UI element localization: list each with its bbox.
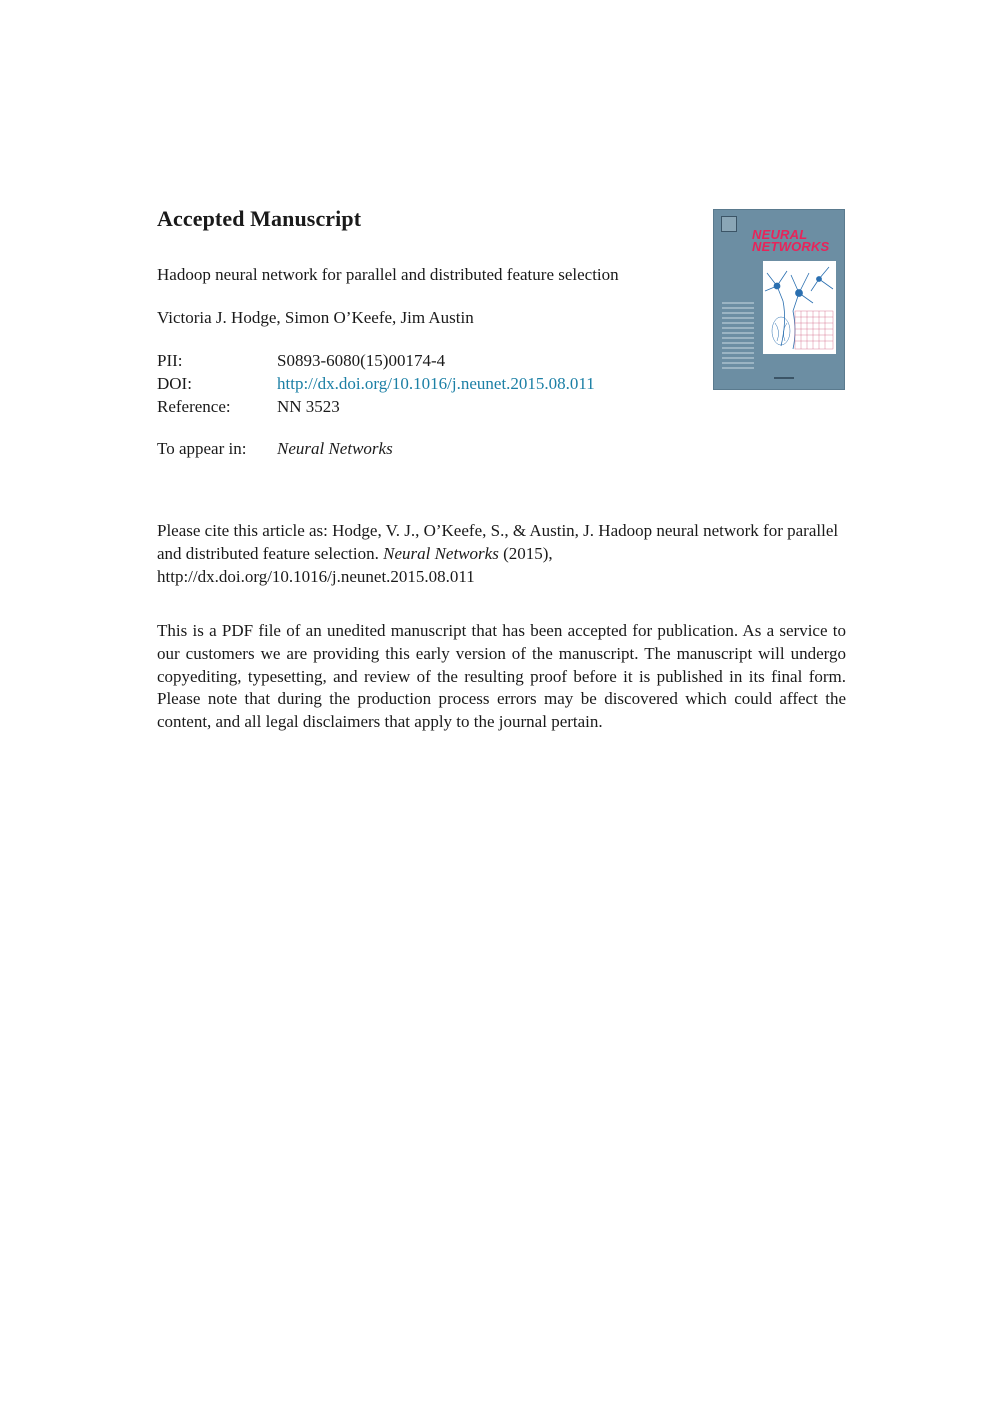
cover-footer-bar xyxy=(774,377,794,379)
page-title: Accepted Manuscript xyxy=(157,206,362,231)
cover-journal-title-line2: NETWORKS xyxy=(752,239,830,254)
citation-suffix: (2015), http://dx.doi.org/10.1016/j.neunet.2015.08.011 xyxy=(157,544,553,586)
meta-doi-row xyxy=(157,372,595,395)
meta-appear-label: To appear in: xyxy=(157,439,247,458)
publisher-logo-icon xyxy=(721,216,737,232)
citation-journal: Neural Networks xyxy=(383,544,499,563)
meta-reference-row xyxy=(157,395,340,418)
doi-link[interactable]: http://dx.doi.org/10.1016/j.neunet.2015.08.011 xyxy=(277,374,595,393)
meta-reference-label: Reference: xyxy=(157,397,231,416)
citation-paragraph xyxy=(157,519,847,588)
meta-pii-label: PII: xyxy=(157,351,183,370)
article-title: Hadoop neural network for parallel and distributed feature selection xyxy=(157,265,619,284)
article-authors: Victoria J. Hodge, Simon O’Keefe, Jim Austin xyxy=(157,308,474,327)
cover-contents-lines xyxy=(722,302,754,372)
disclaimer-paragraph: This is a PDF file of an unedited manuscript that has been accepted for publication. As a service to our customers we are providing this early version of the manuscript. The manuscript will undergo copyediting, typesetting, and review of the resulting proof before it is published in its final form. Please note that during the production process errors may be discovered which could affect the content, and all legal disclaimers that apply to the journal pertain. xyxy=(157,621,846,732)
cover-journal-title xyxy=(752,229,829,253)
meta-appear-journal: Neural Networks xyxy=(277,439,393,458)
meta-pii-value: S0893-6080(15)00174-4 xyxy=(277,351,446,370)
citation-prefix: Please cite this article as: Hodge, V. J., O’Keefe, S., & Austin, J. Hadoop neural network for parallel and distributed feature selection. xyxy=(157,521,839,563)
neuron-drawing-icon xyxy=(763,261,836,354)
journal-cover-image xyxy=(713,209,845,390)
cover-neuron-illustration xyxy=(763,261,836,354)
meta-appear-row xyxy=(157,437,393,460)
meta-reference-value: NN 3523 xyxy=(277,397,340,416)
meta-pii-row xyxy=(157,349,445,372)
cover-journal-title-line1: NEURAL xyxy=(752,227,808,242)
meta-doi-label: DOI: xyxy=(157,374,192,393)
